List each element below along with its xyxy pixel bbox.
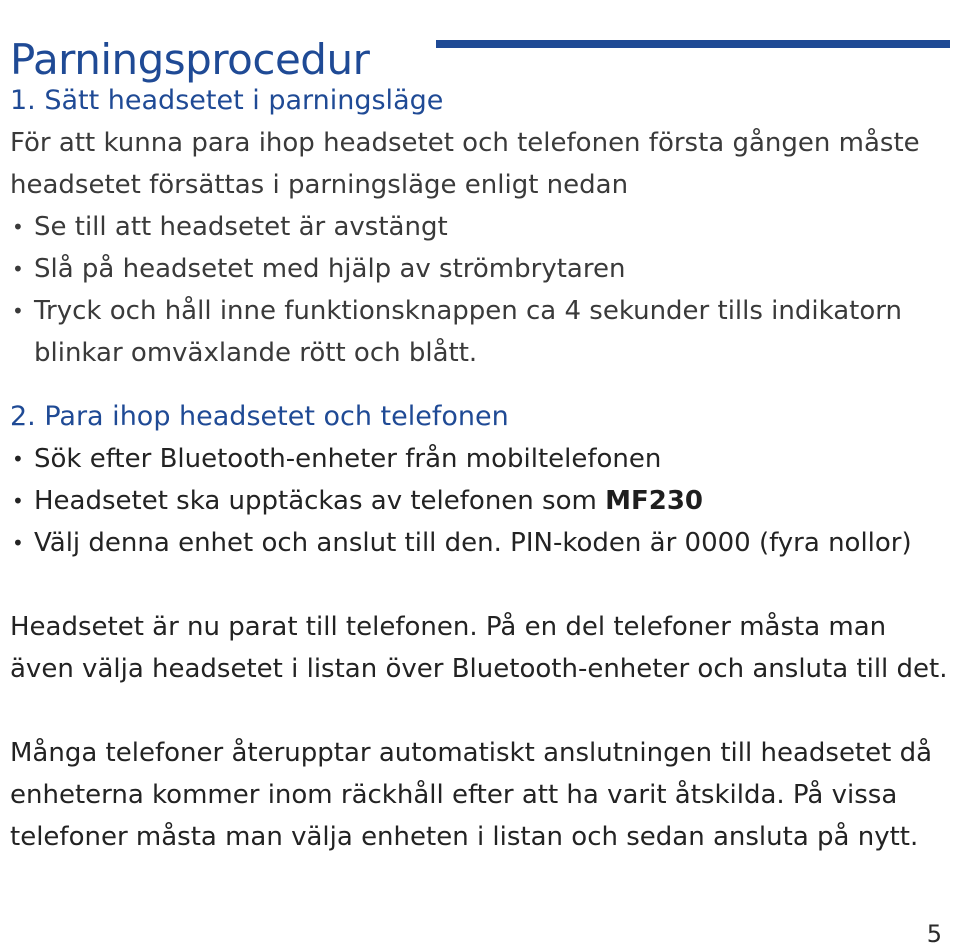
spacer bbox=[10, 564, 950, 606]
page-number: 5 bbox=[926, 920, 942, 948]
model-name: MF230 bbox=[605, 486, 703, 516]
page-header bbox=[10, 2, 950, 85]
list-item bbox=[10, 206, 950, 248]
section-1-intro: För att kunna para ihop headsetet och telefonen första gången måste headsetet försättas i parningsläge enligt nedan bbox=[10, 128, 920, 200]
bullet-dot: • bbox=[12, 447, 24, 471]
section-1-heading: 1. Sätt headsetet i parningsläge bbox=[10, 85, 444, 116]
list-item-text: Headsetet ska upptäckas av telefonen som bbox=[34, 486, 606, 516]
list-item bbox=[10, 248, 950, 290]
bullet-dot: • bbox=[12, 489, 24, 513]
spacer bbox=[10, 690, 950, 732]
list-item-text: Tryck och håll inne funktionsknappen ca 4 sekunder tills indikatorn blinkar omväxlande rött och blått. bbox=[34, 296, 902, 368]
spacer bbox=[10, 374, 950, 396]
page-title: Parningsprocedur bbox=[10, 35, 370, 85]
bullet-dot: • bbox=[12, 299, 24, 323]
list-item-text: Sök efter Bluetooth-enheter från mobiltelefonen bbox=[34, 444, 662, 474]
list-item bbox=[10, 438, 950, 480]
list-item bbox=[10, 480, 950, 522]
list-item-text: Välj denna enhet och anslut till den. PIN-koden är 0000 (fyra nollor) bbox=[34, 528, 912, 558]
paragraph-paired: Headsetet är nu parat till telefonen. På en del telefoner måsta man även välja headsetet i listan över Bluetooth-enheter och ansluta till det. bbox=[10, 612, 948, 684]
bullet-dot: • bbox=[12, 215, 24, 239]
bullet-dot: • bbox=[12, 531, 24, 555]
section-1-bullet-list bbox=[10, 206, 950, 374]
list-item-text: Slå på headsetet med hjälp av strömbrytaren bbox=[34, 254, 626, 284]
title-rule bbox=[436, 40, 950, 48]
section-2-bullet-list bbox=[10, 438, 950, 564]
list-item bbox=[10, 290, 950, 374]
list-item-text: Se till att headsetet är avstängt bbox=[34, 212, 448, 242]
bullet-dot: • bbox=[12, 257, 24, 281]
paragraph-reconnect: Många telefoner återupptar automatiskt anslutningen till headsetet då enheterna kommer inom räckhåll efter att ha varit åtskilda. På vissa telefoner måsta man välja enheten i listan och sedan ansluta på nytt. bbox=[10, 738, 933, 852]
document-body bbox=[10, 80, 950, 858]
list-item bbox=[10, 522, 950, 564]
section-2-heading: 2. Para ihop headsetet och telefonen bbox=[10, 401, 509, 432]
